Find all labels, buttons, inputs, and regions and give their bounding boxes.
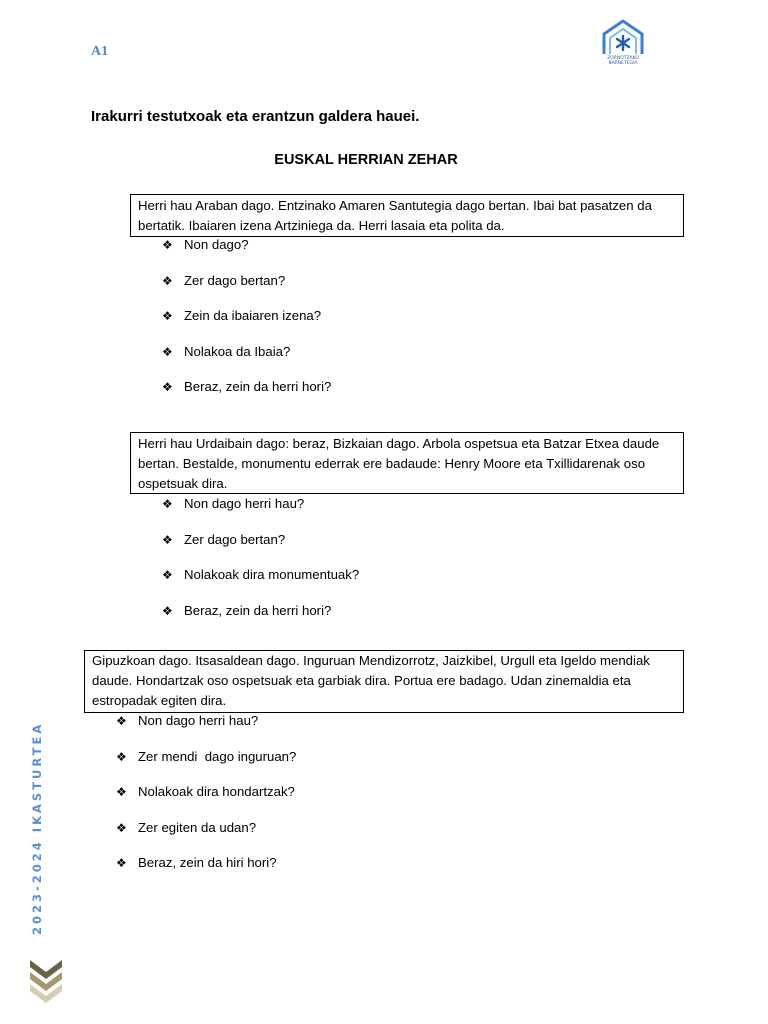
reading-text: Gipuzkoan dago. Itsasaldean dago. Inguruan Mendizorrotz, Jaizkibel, Urgull eta Igeldo mendiak daude. Hondartzak oso ospetsuak eta garbiak dira. Portua ere badago. Udan zinemaldia eta estropadak egiten dira. [92,653,650,708]
question-item: ❖ Beraz, zein da herri hori? [162,603,332,618]
question-item: ❖ Zer mendi dago inguruan? [116,749,297,764]
bullet-icon: ❖ [162,274,173,288]
reading-text: Herri hau Araban dago. Entzinako Amaren Santutegia dago bertan. Ibai bat pasatzen da bertatik. Ibaiaren izena Artziniega da. Herri lasaia eta polita da. [138,198,652,233]
question-item: ❖ Non dago? [162,237,249,252]
chevron-down-icon [28,958,64,1004]
text-box-2 [130,432,684,494]
question-item: ❖ Beraz, zein da herri hori? [162,379,332,394]
question-item: ❖ Nolakoa da Ibaia? [162,344,291,359]
bullet-icon: ❖ [116,821,127,835]
bullet-icon: ❖ [162,238,173,252]
bullet-icon: ❖ [162,380,173,394]
question-item: ❖ Beraz, zein da hiri hori? [116,855,277,870]
bullet-icon: ❖ [162,497,173,511]
bullet-icon: ❖ [116,714,127,728]
bullet-icon: ❖ [116,856,127,870]
question-item: ❖ Zer dago bertan? [162,273,286,288]
question-item: ❖ Non dago herri hau? [162,496,305,511]
question-item: ❖ Nolakoak dira monumentuak? [162,567,360,582]
bullet-icon: ❖ [116,750,127,764]
bullet-icon: ❖ [116,785,127,799]
instruction: Irakurri testutxoak eta erantzun galdera hauei. [91,108,420,125]
text-box-3 [84,650,684,713]
bullet-icon: ❖ [162,604,173,618]
question-item: ❖ Zer dago bertan? [162,532,286,547]
question-item: ❖ Zer egiten da udan? [116,820,257,835]
question-item: ❖ Zein da ibaiaren izena? [162,308,322,323]
level-label: A1 [91,44,109,59]
school-year-label: 2023-2024 IKASTURTEA [30,721,44,935]
page-title: EUSKAL HERRIAN ZEHAR [274,152,458,168]
text-box-1 [130,194,684,237]
bullet-icon: ❖ [162,309,173,323]
question-item: ❖ Non dago herri hau? [116,713,259,728]
logo-text: ZORNOTZAKO BARNETEGIA [607,56,639,66]
question-item: ❖ Nolakoak dira hondartzak? [116,784,295,799]
bullet-icon: ❖ [162,345,173,359]
bullet-icon: ❖ [162,533,173,547]
bullet-icon: ❖ [162,568,173,582]
reading-text: Herri hau Urdaibain dago: beraz, Bizkaian dago. Arbola ospetsua eta Batzar Etxea daude bertan. Bestalde, monumentu ederrak ere badaude: Henry Moore eta Txillidarenak oso ospetsuak dira. [138,436,660,491]
